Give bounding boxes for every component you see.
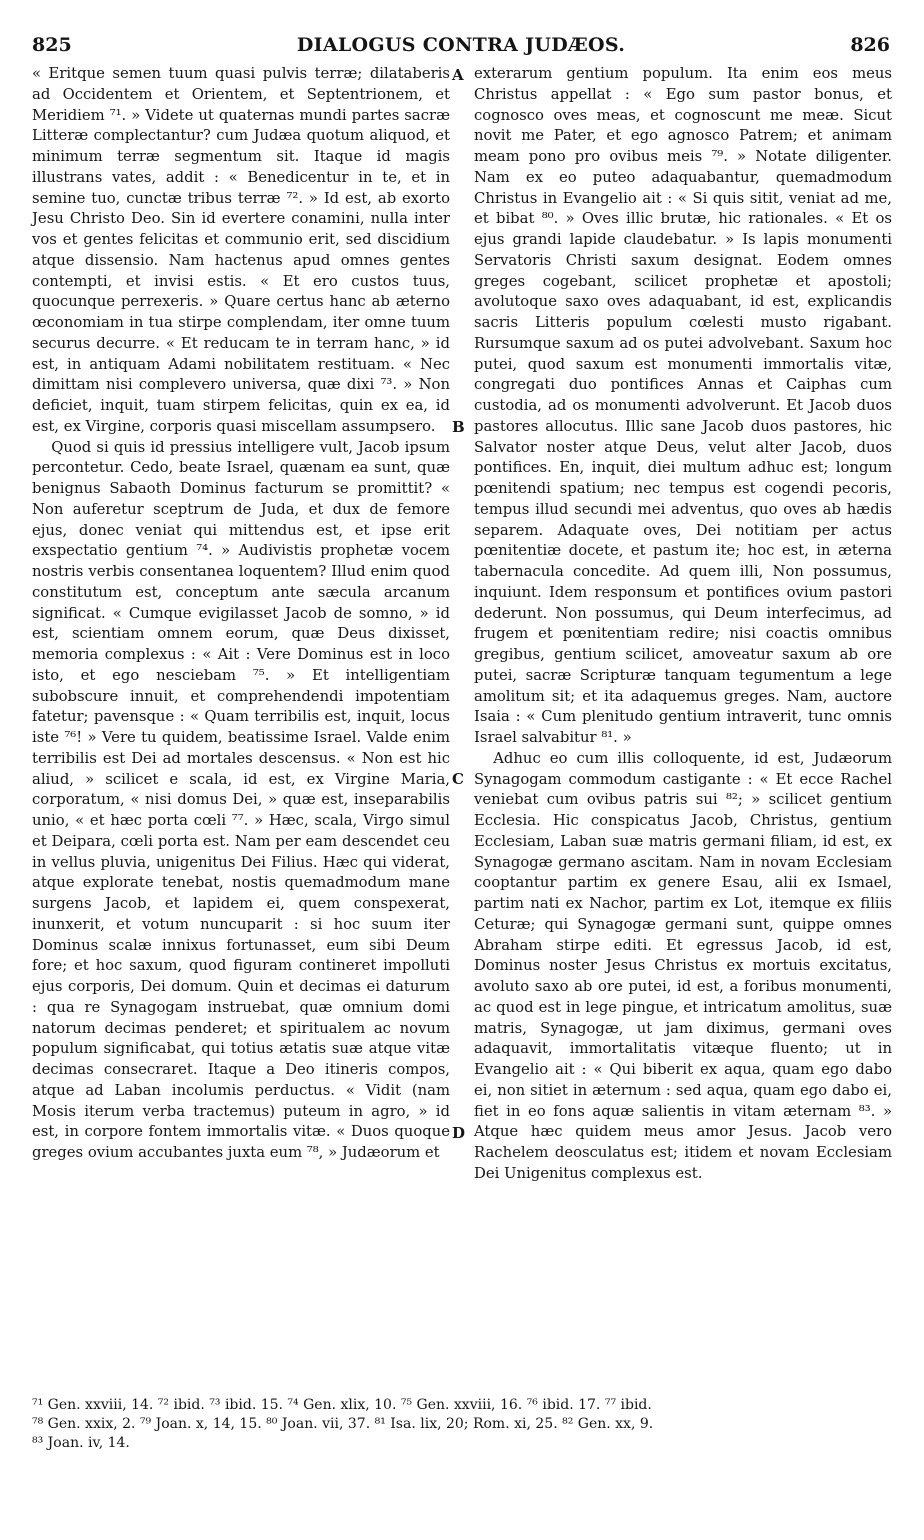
running-title: DIALOGUS CONTRA JUDÆOS. (296, 34, 626, 56)
margin-letter-c: C (452, 770, 464, 788)
margin-letters (446, 64, 474, 1384)
left-paragraph-1: « Eritque semen tuum quasi pulvis terræ; dilataberis ad Occidentem et Orientem, et Septentrionem, et Meridiem ⁷¹. » Videte ut quaternas mundi partes sacræ Litteræ complectantur? cum Judæa quotum aliquod, et minimum terræ segmentum sit. Itaque id magis illustrans vates, addit : « Benedicentur in te, et in semine tuo, cunctæ tribus terræ ⁷². » Id est, ab exorto Jesu Christo Deo. Sin id evertere conamini, nulla inter vos et gentes felicitas et communio erit, sed discidium atque dissensio. Nam hactenus apud omnes gentes contempti, et invisi estis. « Et ero custos tuus, quocunque perrexeris. » Quare certus hanc ab æterno œconomiam in tua stirpe complendam, iter omne tuum securus decurre. « Et reducam te in terram hanc, » id est, in antiquam Adami nobilitatem restituam. « Nec dimittam nisi complevero universa, quæ dixi ⁷³. » Non deficiet, inquit, tuam stirpem felicitas, quin ex ea, id est, ex Virgine, corporis quasi miscellam assumpsero. (32, 65, 450, 435)
margin-letter-d: D (452, 1124, 466, 1142)
margin-letter-b: B (452, 418, 465, 436)
page-number-right: 826 (850, 34, 890, 56)
footnotes (32, 1396, 890, 1453)
footnote-line-3: ⁸³ Joan. iv, 14. (32, 1435, 130, 1451)
left-column (32, 64, 450, 1164)
left-paragraph-2: Quod si quis id pressius intelligere vult, Jacob ipsum percontetur. Cedo, beate Israel, quænam ea sunt, quæ benignus Sabaoth Dominus facturum se promittit? « Non auferetur sceptrum de Juda, et dux de femore ejus, donec veniat qui mittendus est, et ipse erit exspectatio gentium ⁷⁴. » Audivistis prophetæ vocem nostris verbis consentanea loquentem? Illud enim quod constitutum est, conceptum ante sæcula arcanum significat. « Cumque evigilasset Jacob de somno, » id est, scientiam omnem eorum, quæ Deus dixisset, memoria complexus : « Ait : Vere Dominus est in loco isto, et ego nesciebam ⁷⁵. » Et intelligentiam subobscure innuit, et comprehendendi impotentiam fatetur; pavensque : « Quam terribilis est, inquit, locus iste ⁷⁶! » Vere tu quidem, beatissime Israel. Valde enim terribilis est Dei ad mortales descensus. « Non est hic aliud, » scilicet e scala, id est, ex Virgine Maria, corporatum, « nisi domus Dei, » quæ est, inseparabilis unio, « et hæc porta cœli ⁷⁷. » Hæc, scala, Virgo simul et Deipara, cœli porta est. Nam per eam descendet ceu in vellus pluvia, unigenitus Dei Filius. Hæc qui viderat, atque explorate tenebat, nostis quemadmodum mane surgens Jacob, et lapidem ei, quem conspexerat, inunxerit, et votum nuncuparit : si hoc suum iter Dominus scalæ innixus fortunasset, eum sibi Deum fore; et hoc saxum, quod figuram contineret impolluti ejus corporis, Dei domum. Quin et decimas ei daturum : qua re Synagogam instruebat, quæ omnium domi natorum decimas penderet; et spiritualem ac novum populum significabat, qui totius ætatis suæ atque vitæ decimas consecraret. Itaque a Deo itineris compos, atque ad Laban incolumis perductus. « Vidit (nam Mosis iterum verba tractemus) puteum in agro, » id est, in corpore fontem immortalis vitæ. « Duos quoque greges ovium accubantes juxta eum ⁷⁸, » Judæorum et (32, 438, 450, 1161)
footnote-line-1: ⁷¹ Gen. xxviii, 14. ⁷² ibid. ⁷³ ibid. 15. ⁷⁴ Gen. xlix, 10. ⁷⁵ Gen. xxviii, 16. ⁷⁶ ibid. 17. ⁷⁷ ibid. (32, 1397, 652, 1413)
right-paragraph-1: exterarum gentium populum. Ita enim eos meus Christus appellat : « Ego sum pastor bonus, et cognosco oves meas, et cognoscunt me meæ. Sicut novit me Pater, et ego agnosco Patrem; et animam meam pono pro ovibus meis ⁷⁹. » Notate diligenter. Nam ex eo puteo adaquabantur, quemadmodum Christus in Evangelio ait : « Si quis sitit, veniat ad me, et bibat ⁸⁰. » Oves illic brutæ, hic rationales. « Et os ejus grandi lapide claudebatur. » Is lapis monumenti Servatoris Christi saxum designat. Eodem omnes greges cogebant, scilicet prophetæ et apostoli; avolutoque saxo oves adaquabant, id est, explicandis sacris Litteris populum cœlesti musto rigabant. Rursumque saxum ad os putei advolvebant. Saxum hoc putei, quod saxum est monumenti immortalis vitæ, congregati duo pontifices Annas et Caiphas cum custodia, ad os monumenti advolverunt. Et Jacob duos pastores allocutus. Illic sane Jacob duos pastores, hic Salvator noster atque Deus, velut alter Jacob, duos pontifices. En, inquit, diei multum adhuc est; longum pœnitendi spatium; nec tempus est cogendi pecoris, tempus illud secundi mei adventus, quo oves ab hædis separem. Adaquate oves, Dei notitiam per actus pœnitentiæ docete, et pastum ite; hoc est, in æterna tabernacula concedite. Ad quem illi, Non possumus, inquiunt. Idem responsum et pontifices ovium pastori dederunt. Non possumus, qui Deum interfecimus, ad frugem et pœnitentiam redire; nisi coactis omnibus gregibus, gentium scilicet, amoveatur saxum ab ore putei, sacræ Scripturæ tanquam tegumentum a lege amolitum sit; et ita adaquemus greges. Nam, auctore Isaia : « Cum plenitudo gentium intraverit, tunc omnis Israel salvabitur ⁸¹. » (474, 65, 892, 746)
margin-letter-a: A (452, 66, 464, 84)
footnote-line-2: ⁷⁸ Gen. xxix, 2. ⁷⁹ Joan. x, 14, 15. ⁸⁰ Joan. vii, 37. ⁸¹ Isa. lix, 20; Rom. xi, 25. ⁸² Gen. xx, 9. (32, 1416, 654, 1432)
right-column (474, 64, 892, 1185)
page-header (32, 34, 890, 64)
right-paragraph-2: Adhuc eo cum illis colloquente, id est, Judæorum Synagogam commodum castigante : « Et ecce Rachel veniebat cum ovibus patris sui ⁸²; » scilicet gentium Ecclesia. Hic conspicatus Jacob, Christus, gentium Ecclesiam, Laban suæ matris germani filiam, id est, ex Synagogæ germano ascitam. Nam in novam Ecclesiam cooptantur partim ex genere Esau, alii ex Ismael, partim nati ex Nachor, partim ex Lot, itemque ex filiis Ceturæ; qui Synagogæ germani sunt, quippe omnes Abraham stirpe editi. Et egressus Jacob, id est, Dominus noster Jesus Christus ex mortuis excitatus, avoluto saxo ab ore putei, id est, a foribus monumenti, ac quod est in lege pingue, et intricatum amolitus, suæ matris, Synagogæ, ut jam diximus, germani oves adaquavit, immortalitatis vitæque fluento; ut in Evangelio ait : « Qui biberit ex aqua, quam ego dabo ei, non sitiet in æternum : sed aqua, quam ego dabo ei, fiet in eo fons aquæ salientis in vitam æternam ⁸³. » Atque hæc quidem meus amor Jesus. Jacob vero Rachelem deosculatus est; itidem et novam Ecclesiam Dei Unigenitus complexus est. (474, 749, 892, 1182)
page-number-left: 825 (32, 34, 72, 56)
